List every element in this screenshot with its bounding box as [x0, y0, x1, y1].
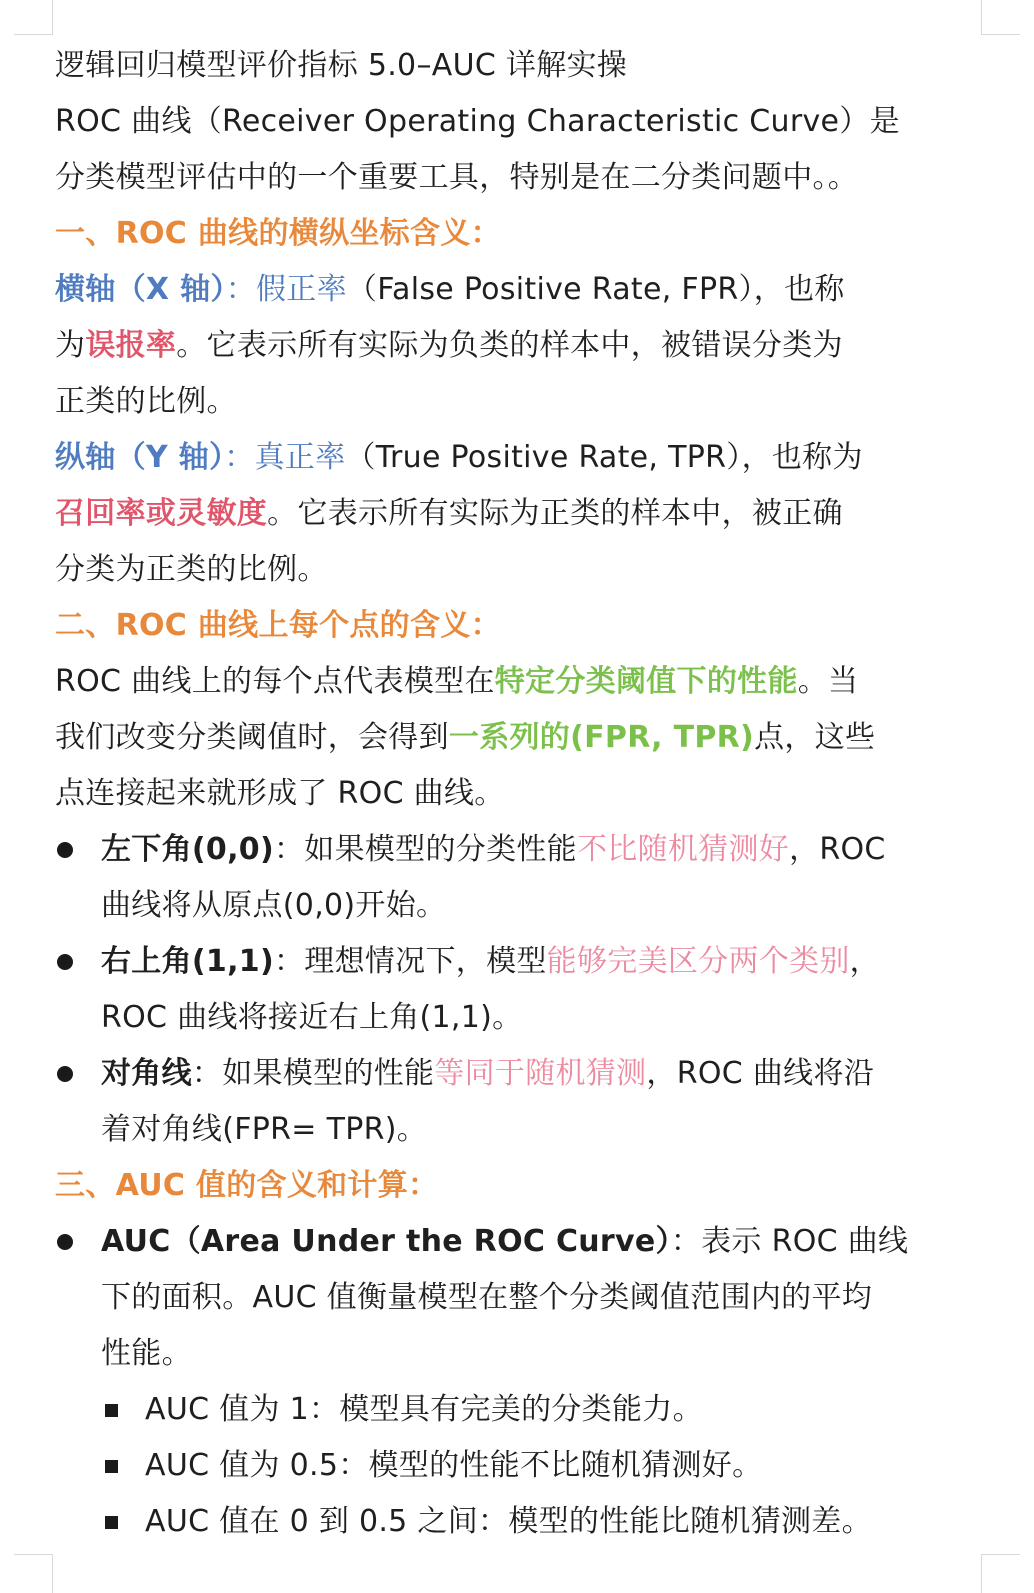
- square-bullet-icon: [105, 1460, 118, 1473]
- bullet-line: [101, 1046, 960, 1102]
- bullet-line: [101, 1214, 960, 1270]
- bullet-text: ：表示 ROC 曲线: [670, 1224, 909, 1259]
- y-axis-text: （True Positive Rate, TPR），也称为: [345, 440, 863, 475]
- bullet-line: [101, 822, 960, 878]
- bullet-highlight: 能够完美区分两个类别: [546, 944, 850, 979]
- y-axis-line-1: [55, 430, 960, 486]
- bullet-label: AUC（Area Under the ROC Curve）: [101, 1224, 671, 1259]
- sub-bullet-item: [55, 1382, 960, 1438]
- para-text: 。当: [797, 664, 859, 699]
- x-axis-line-3: 正类的比例。: [55, 384, 237, 419]
- x-axis-line-2: [55, 318, 960, 374]
- bullet-item: [55, 822, 960, 934]
- x-axis-colon: ：: [225, 272, 256, 307]
- section-heading-3: 三、AUC 值的含义和计算：: [55, 1168, 439, 1203]
- bullet-dot-icon: [57, 1234, 73, 1250]
- bullet-line: 性能。: [101, 1336, 192, 1371]
- y-axis-line-3: 分类为正类的比例。: [55, 552, 328, 587]
- bullet-text: ，: [849, 944, 880, 979]
- bullet-line: ROC 曲线将接近右上角(1,1)。: [101, 1000, 523, 1035]
- x-axis-term: 假正率: [256, 272, 347, 307]
- x-axis-line-1: [55, 262, 960, 318]
- bullet-line: 下的面积。AUC 值衡量模型在整个分类阈值范围内的平均: [101, 1280, 873, 1315]
- bullet-dot-icon: [57, 842, 73, 858]
- para-text: ROC 曲线上的每个点代表模型在: [55, 664, 495, 699]
- bullet-text: ，ROC: [789, 832, 886, 867]
- bullet-line: 着对角线(FPR= TPR)。: [101, 1112, 428, 1147]
- para-text: 我们改变分类阈值时，会得到: [55, 720, 449, 755]
- intro-line: 分类模型评估中的一个重要工具，特别是在二分类问题中。。: [55, 160, 859, 195]
- sub-bullet-text: AUC 值为 1：模型具有完美的分类能力。: [145, 1392, 703, 1427]
- bullet-item: [55, 934, 960, 1046]
- bullet-label: 左下角(0,0): [101, 832, 274, 867]
- sub-bullet-text: AUC 值在 0 到 0.5 之间：模型的性能比随机猜测差。: [145, 1504, 872, 1539]
- bullet-item: [55, 1214, 960, 1382]
- document-body: [55, 38, 960, 1550]
- intro-line: ROC 曲线（Receiver Operating Characteristic Curve）是: [55, 104, 900, 139]
- section2-para-line: [55, 710, 960, 766]
- y-axis-line-2: [55, 486, 960, 542]
- bullet-dot-icon: [57, 1066, 73, 1082]
- para-highlight: 特定分类阈值下的性能: [494, 664, 798, 699]
- y-axis-label: 纵轴（Y 轴）: [55, 440, 225, 475]
- bullet-dot-icon: [57, 954, 73, 970]
- bullet-line: 曲线将从原点(0,0)开始。: [101, 888, 447, 923]
- square-bullet-icon: [105, 1404, 118, 1417]
- y-axis-term: 真正率: [254, 440, 346, 475]
- para-highlight: 一系列的(FPR, TPR): [448, 720, 755, 755]
- sub-bullet-item: [55, 1494, 960, 1550]
- bullet-label: 右上角(1,1): [101, 944, 274, 979]
- square-bullet-icon: [105, 1516, 118, 1529]
- sub-bullet-item: [55, 1438, 960, 1494]
- x-axis-text: （False Positive Rate, FPR），也称: [346, 272, 845, 307]
- bullet-text: ：如果模型的性能: [191, 1056, 435, 1091]
- doc-title: 逻辑回归模型评价指标 5.0–AUC 详解实操: [55, 48, 628, 83]
- section-heading-1: 一、ROC 曲线的横纵坐标含义：: [55, 216, 501, 251]
- y-axis-colon: ：: [224, 440, 255, 475]
- bullet-highlight: 不比随机猜测好: [576, 832, 790, 867]
- y-axis-alias: 召回率或灵敏度: [55, 496, 268, 531]
- x-axis-alias: 误报率: [85, 328, 177, 363]
- x-axis-text: 。它表示所有实际为负类的样本中，被错误分类为: [176, 328, 843, 363]
- page-corner-mark: [14, 0, 53, 35]
- bullet-highlight: 等同于随机猜测: [434, 1056, 647, 1091]
- bullet-text: ，ROC 曲线将沿: [646, 1056, 875, 1091]
- y-axis-text: 。它表示所有实际为正类的样本中，被正确: [267, 496, 843, 531]
- x-axis-label: 横轴（X 轴）: [55, 272, 226, 307]
- page-corner-mark: [981, 1554, 1020, 1593]
- page-corner-mark: [981, 0, 1020, 35]
- bullet-line: [101, 934, 960, 990]
- sub-bullet-text: AUC 值为 0.5：模型的性能不比随机猜测好。: [145, 1448, 763, 1483]
- bullet-text: ：如果模型的分类性能: [273, 832, 577, 867]
- para-text: 点，这些: [754, 720, 876, 755]
- x-axis-text: 为: [55, 328, 86, 363]
- section2-para-line: [55, 654, 960, 710]
- section-heading-2: 二、ROC 曲线上每个点的含义：: [55, 608, 501, 643]
- bullet-item: [55, 1046, 960, 1158]
- bullet-text: ：理想情况下，模型: [273, 944, 547, 979]
- bullet-label: 对角线: [101, 1056, 192, 1091]
- section2-para-line: 点连接起来就形成了 ROC 曲线。: [55, 776, 505, 811]
- page-corner-mark: [14, 1554, 53, 1593]
